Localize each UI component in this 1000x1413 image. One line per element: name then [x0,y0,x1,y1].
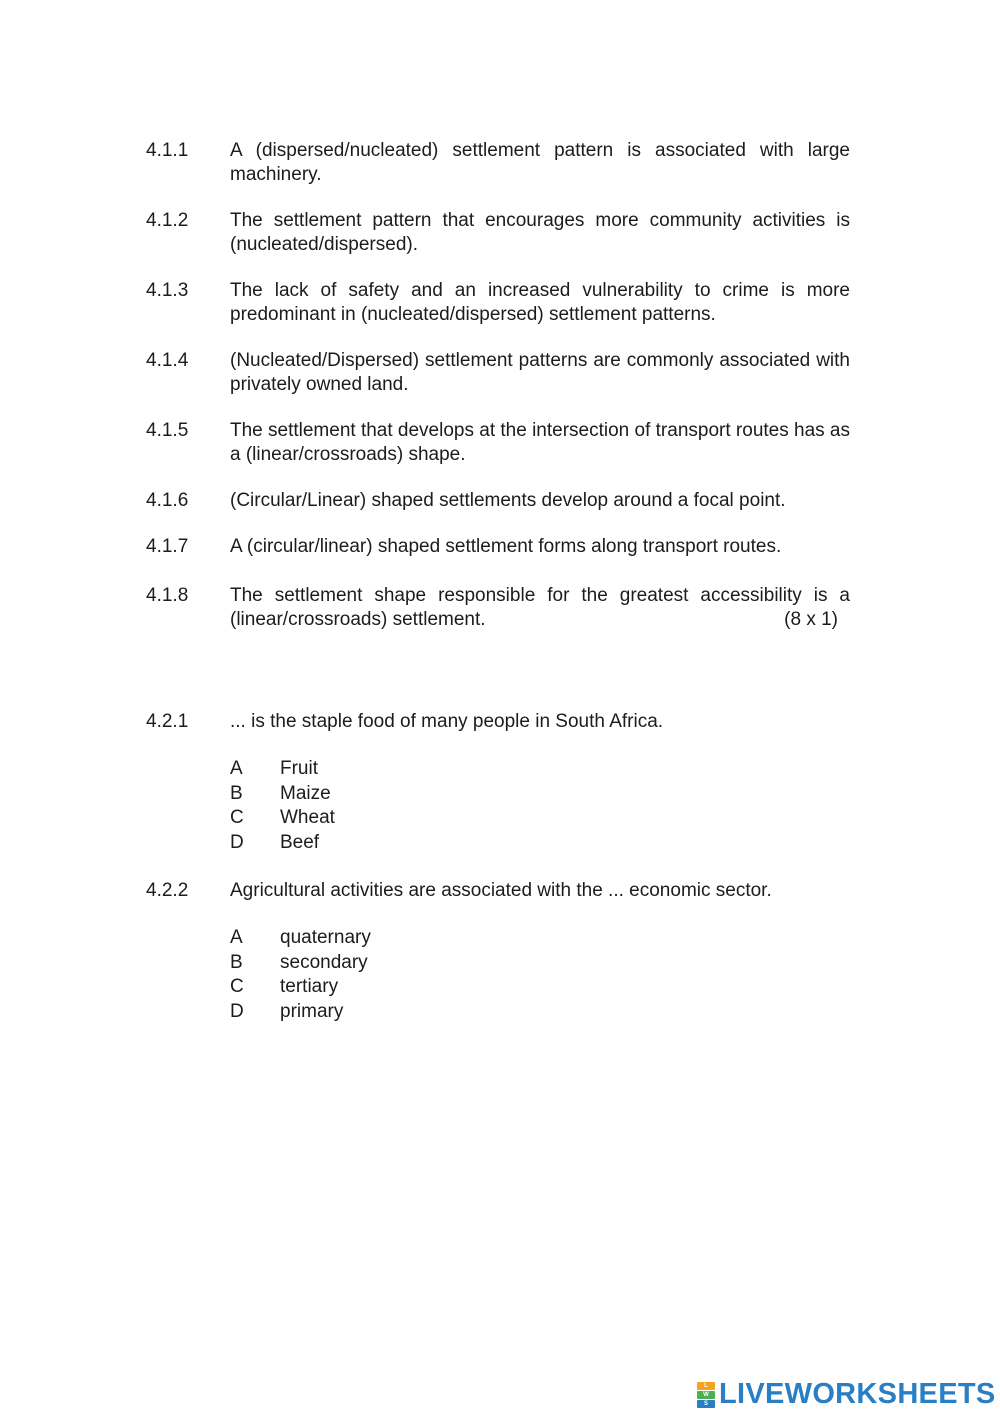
question-4-2-1 [146,710,850,734]
question-number: 4.2.2 [146,880,189,901]
options-4-2-1 [230,757,335,855]
question-number: 4.2.1 [146,711,189,732]
option-letter: A [230,927,243,948]
question-number: 4.1.6 [146,490,189,511]
question-4-2-2 [146,879,850,903]
liveworksheets-logo-icon [697,1382,715,1408]
question-number: 4.1.4 [146,350,189,371]
question-number: 4.1.1 [146,140,189,161]
question-text: A (circular/linear) shaped settlement forms along transport routes. [230,536,782,557]
question-4-1-6 [146,489,850,513]
logo-icon-block: L [697,1382,715,1390]
question-number: 4.1.7 [146,536,189,557]
option-letter: A [230,758,243,779]
option-a[interactable] [230,926,371,951]
marks-allocation: (8 x 1) [784,608,838,630]
logo-text: LIVEWORKSHEETS [719,1378,996,1410]
question-text: ... is the staple food of many people in South Africa. [230,711,664,732]
option-letter: D [230,1000,244,1022]
option-text: tertiary [280,976,339,997]
option-text: Fruit [280,758,318,779]
question-number: 4.1.3 [146,280,189,301]
question-text: Agricultural activities are associated with the ... economic sector. [230,880,772,901]
option-text: quaternary [280,927,371,948]
option-d[interactable] [230,1000,371,1025]
option-letter: B [230,951,243,973]
question-4-1-8 [146,584,850,631]
question-text: The settlement shape responsible for the greatest accessibility is a (linear/crossroads) settlement. [230,585,850,630]
question-text: (Circular/Linear) shaped settlements develop around a focal point. [230,490,786,511]
option-text: primary [280,1000,344,1022]
question-4-1-3 [146,279,850,326]
question-4-1-1 [146,139,850,186]
question-text: The settlement pattern that encourages more community activities is (nucleated/dispersed). [230,210,850,255]
option-letter: D [230,831,244,853]
option-c[interactable] [230,975,371,1000]
option-text: Wheat [280,807,335,828]
question-4-1-2 [146,209,850,256]
logo-icon-block: W [697,1391,715,1399]
option-letter: C [230,807,244,828]
liveworksheets-logo[interactable] [697,1378,996,1411]
question-text: (Nucleated/Dispersed) settlement patterns are commonly associated with privately owned land. [230,350,850,395]
option-text: Maize [280,782,331,804]
option-b[interactable] [230,782,335,807]
option-a[interactable] [230,757,335,782]
question-4-1-5 [146,419,850,466]
question-text: The lack of safety and an increased vulnerability to crime is more predominant in (nucleated/dispersed) settlement patterns. [230,280,850,325]
option-letter: B [230,782,243,804]
question-number: 4.1.8 [146,585,189,606]
option-c[interactable] [230,806,335,831]
question-text: A (dispersed/nucleated) settlement pattern is associated with large machinery. [230,140,850,185]
question-4-1-7 [146,535,850,559]
logo-icon-block: S [697,1400,715,1408]
option-text: secondary [280,951,368,973]
option-b[interactable] [230,951,371,976]
question-text: The settlement that develops at the intersection of transport routes has as a (linear/crossroads) shape. [230,420,850,465]
options-4-2-2 [230,926,371,1024]
option-d[interactable] [230,831,335,856]
option-text: Beef [280,831,320,853]
question-4-1-4 [146,349,850,396]
question-number: 4.1.2 [146,210,189,231]
option-letter: C [230,976,244,997]
question-number: 4.1.5 [146,420,189,441]
